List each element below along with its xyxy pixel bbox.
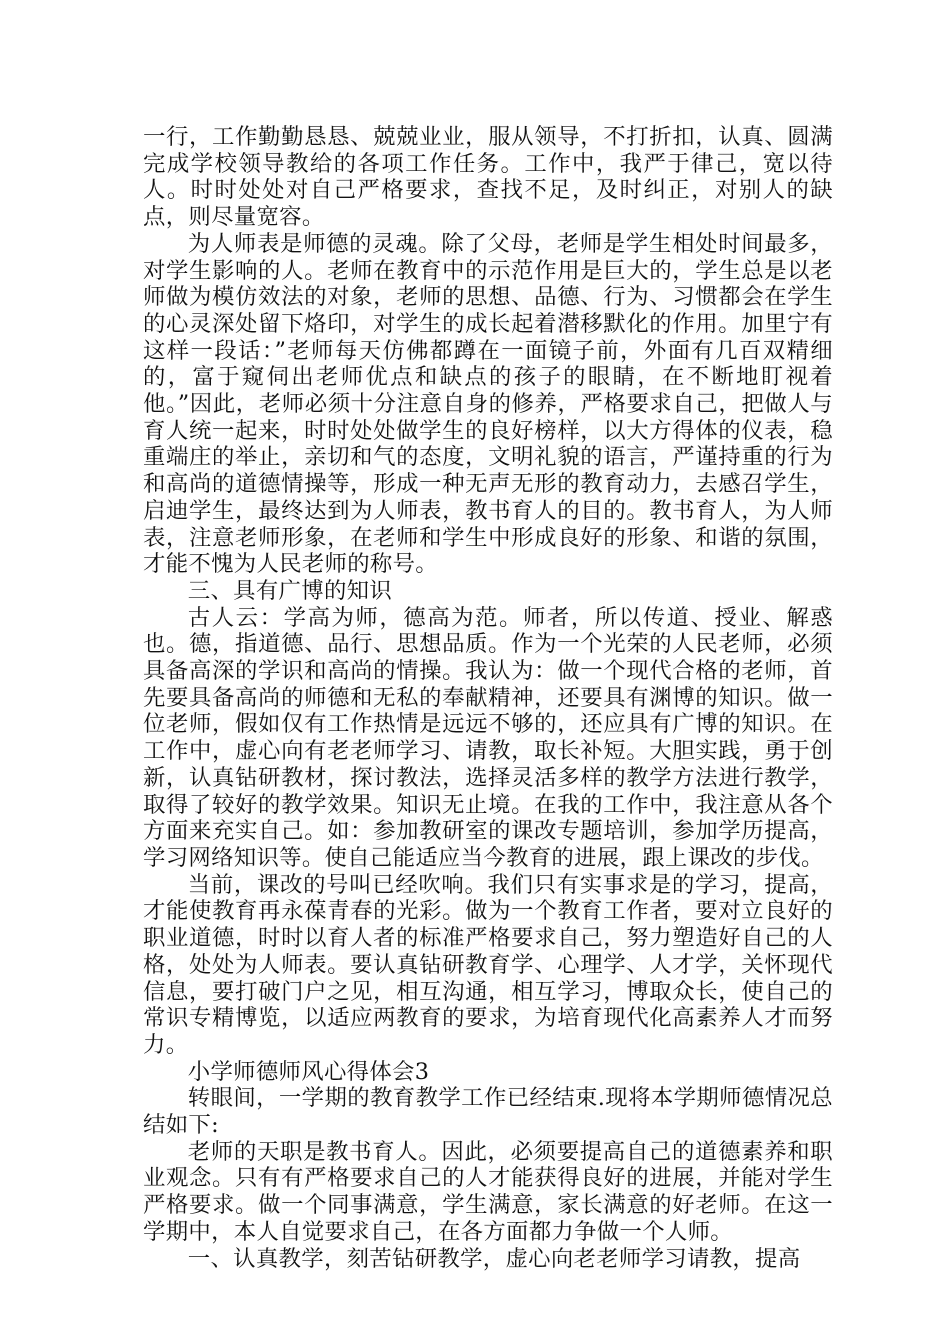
document-body (143, 124, 833, 1272)
paragraph-ancient-saying: 古人云：学高为师，德高为范。师者，所以传道、授业、解惑也。德，指道德、品行、思想品质。作为一个光荣的人民老师，必须具备高深的学识和高尚的情操。我认为：做一个现代合格的老师，首先要具备高尚的师德和无私的奉献精神，还要具有渊博的知识。做一位老师，假如仅有工作热情是远远不够的，还应具有广博的知识。在工作中，虚心向有老老师学习、请教，取长补短。大胆实践，勇于创新，认真钻研教材，探讨教法，选择灵活多样的教学方法进行教学，取得了较好的教学效果。知识无止境。在我的工作中，我注意从各个方面来充实自己。如：参加教研室的课改专题培训，参加学历提高，学习网络知识等。使自己能适应当今教育的进展，跟上课改的步伐。 (143, 604, 833, 871)
paragraph-continuation: 一行，工作勤勤恳恳、兢兢业业，服从领导，不打折扣，认真、圆满完成学校领导教给的各项工作任务。工作中，我严于律己，宽以待人。时时处处对自己严格要求，查找不足，及时纠正，对别人的缺点，则尽量宽容。 (143, 124, 833, 231)
section-heading-knowledge: 三、具有广博的知识 (187, 577, 393, 604)
document-subtitle: 小学师德师风心得体会3 (187, 1058, 430, 1085)
paragraph-semester-summary: 转眼间，一学期的教育教学工作已经结束.现将本学期师德情况总结如下: (143, 1085, 833, 1139)
paragraph-section-one: 一、认真教学，刻苦钻研教学，虚心向老老师学习请教，提高 (187, 1245, 801, 1272)
paragraph-curriculum-reform: 当前，课改的号叫已经吹响。我们只有实事求是的学习，提高，才能使教育再永葆青春的光彩。做为一个教育工作者，要对立良好的职业道德，时时以育人者的标准严格要求自己，努力塑造好自己的人格，处处为人师表。要认真钻研教育学、心理学、人才学，关怀现代信息，要打破门户之见，相互沟通，相互学习，博取众长，使自己的常识专精博览，以适应两教育的要求，为培育现代化高素养人才而努力。 (143, 871, 833, 1058)
paragraph-teacher-duty: 老师的天职是教书育人。因此，必须要提高自己的道德素养和职业观念。只有有严格要求自己的人才能获得良好的进展，并能对学生严格要求。做一个同事满意，学生满意，家长满意的好老师。在这一学期中，本人自觉要求自己，在各方面都力争做一个人师。 (143, 1138, 833, 1245)
paragraph-role-model: 为人师表是师德的灵魂。除了父母，老师是学生相处时间最多，对学生影响的人。老师在教育中的示范作用是巨大的，学生总是以老师做为模仿效法的对象，老师的思想、品德、行为、习惯都会在学生的心灵深处留下烙印，对学生的成长起着潜移默化的作用。加里宁有这样一段话：”老师每天仿佛都蹲在一面镜子前，外面有几百双精细的，富于窥伺出老师优点和缺点的孩子的眼睛，在不断地盯视着他。”因此，老师必须十分注意自身的修养，严格要求自己，把做人与育人统一起来，时时处处做学生的良好榜样，以大方得体的仪表，稳重端庄的举止，亲切和气的态度，文明礼貌的语言，严谨持重的行为和高尚的道德情操等，形成一种无声无形的教育动力，去感召学生，启迪学生，最终达到为人师表，教书育人的目的。教书育人，为人师表，注意老师形象，在老师和学生中形成良好的形象、和谐的氛围，才能不愧为人民老师的称号。 (143, 230, 833, 578)
